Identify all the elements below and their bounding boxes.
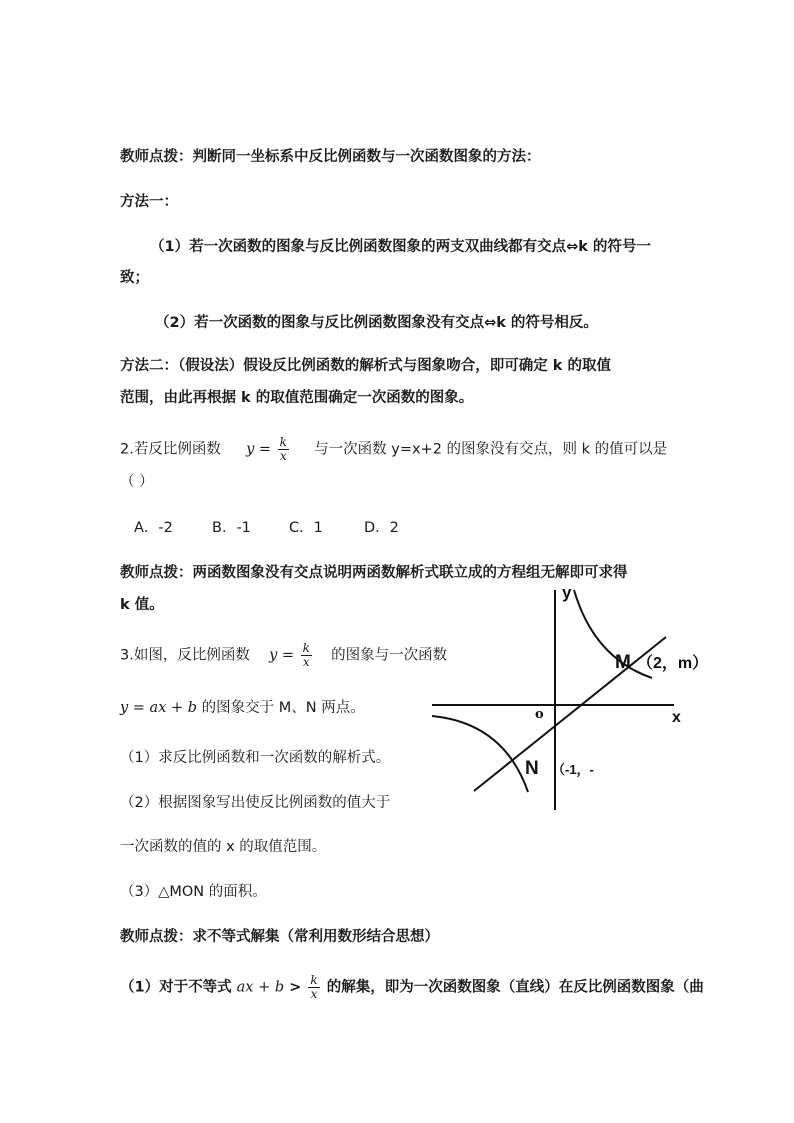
q2-option-d: D．2 [364,520,399,536]
q2-option-c: C．1 [289,520,323,536]
point-n-coordinates: （-1，- [552,762,594,777]
point-n-label: N [525,758,539,779]
q2-fraction [278,436,289,463]
tip3-fraction-numerator: k [310,973,318,987]
tip1-title: 教师点拨：判断同一坐标系中反比例函数与一次函数图象的方法： [120,149,541,165]
function-graph [424,578,724,818]
tip2-line1: 教师点拨：两函数图象没有交点说明两函数解析式联立成的方程组无解即可求得 [120,565,628,581]
q3-stem-middle: 的图象与一次函数 [331,647,448,664]
tip3-gt-sign: > [289,979,302,996]
q3-linear-formula: y = ax + b [120,700,198,716]
method1-item2: （2）若一次函数的图象与反比例函数图象没有交点⇔k 的符号相反。 [155,315,598,331]
q2-answer-paren: （ ） [120,474,154,490]
q3-part3: （3）△MON 的面积。 [120,884,267,900]
tip3-item1-start: （1）对于不等式 [120,979,232,996]
tip3-fraction-denominator: x [310,987,318,1001]
q3-fraction-denominator: x [302,655,310,669]
tip3-item1-end: 的解集，即为一次函数图象（直线）在反比例函数图象（曲 [326,979,704,996]
q2-formula-lhs: y = [246,441,272,458]
q2-option-a: A．-2 [134,520,173,536]
method2-line1: 方法二：（假设法）假设反比例函数的解析式与图象吻合，即可确定 k 的取值 [120,358,611,374]
tip2-line2: k 值。 [120,597,164,613]
q3-fraction-numerator: k [302,641,310,655]
point-m-coordinates: （2，m） [637,655,709,672]
q2-stem [120,436,667,463]
point-m-label: M [615,652,631,673]
method2-line2: 范围，由此再根据 k 的取值范围确定一次函数的图象。 [120,390,474,406]
y-axis-label: y [562,583,572,602]
q2-option-b: B．-1 [212,520,251,536]
q3-stem-start: 3.如图，反比例函数 [120,647,250,664]
q2-fraction-denominator: x [279,449,287,463]
q3-fraction [301,642,312,669]
q3-stem-line2 [120,698,365,718]
q2-fraction-numerator: k [279,435,287,449]
q3-part2-line1: （2）根据图象写出使反比例函数的值大于 [120,795,391,811]
tip3-item1 [120,974,704,1001]
x-axis-label: x [672,709,681,726]
q3-stem-line1 [120,642,447,669]
method1-title: 方法一： [120,194,178,210]
q2-stem-end: 与一次函数 y=x+2 的图象没有交点，则 k 的值可以是 [314,441,668,458]
tip3-title: 教师点拨：求不等式解集（常利用数形结合思想） [120,929,439,945]
q3-stem-end: 的图象交于 M、N 两点。 [201,700,365,716]
tip3-formula: ax + b [236,979,285,996]
q3-part1: （1）求反比例函数和一次函数的解析式。 [120,750,391,766]
method1-item1-line1: （1）若一次函数的图象与反比例函数图象的两支双曲线都有交点⇔k 的符号一 [150,239,651,255]
method1-item1-line2: 致； [120,270,149,286]
q3-formula-lhs: y = [269,647,295,664]
q3-part2-line2: 一次函数的值的 x 的取值范围。 [120,839,327,855]
tip3-fraction [308,974,319,1001]
hyperbola-branch-lower [432,716,528,792]
origin-label: o [535,707,544,722]
q2-stem-start: 2.若反比例函数 [120,441,221,458]
